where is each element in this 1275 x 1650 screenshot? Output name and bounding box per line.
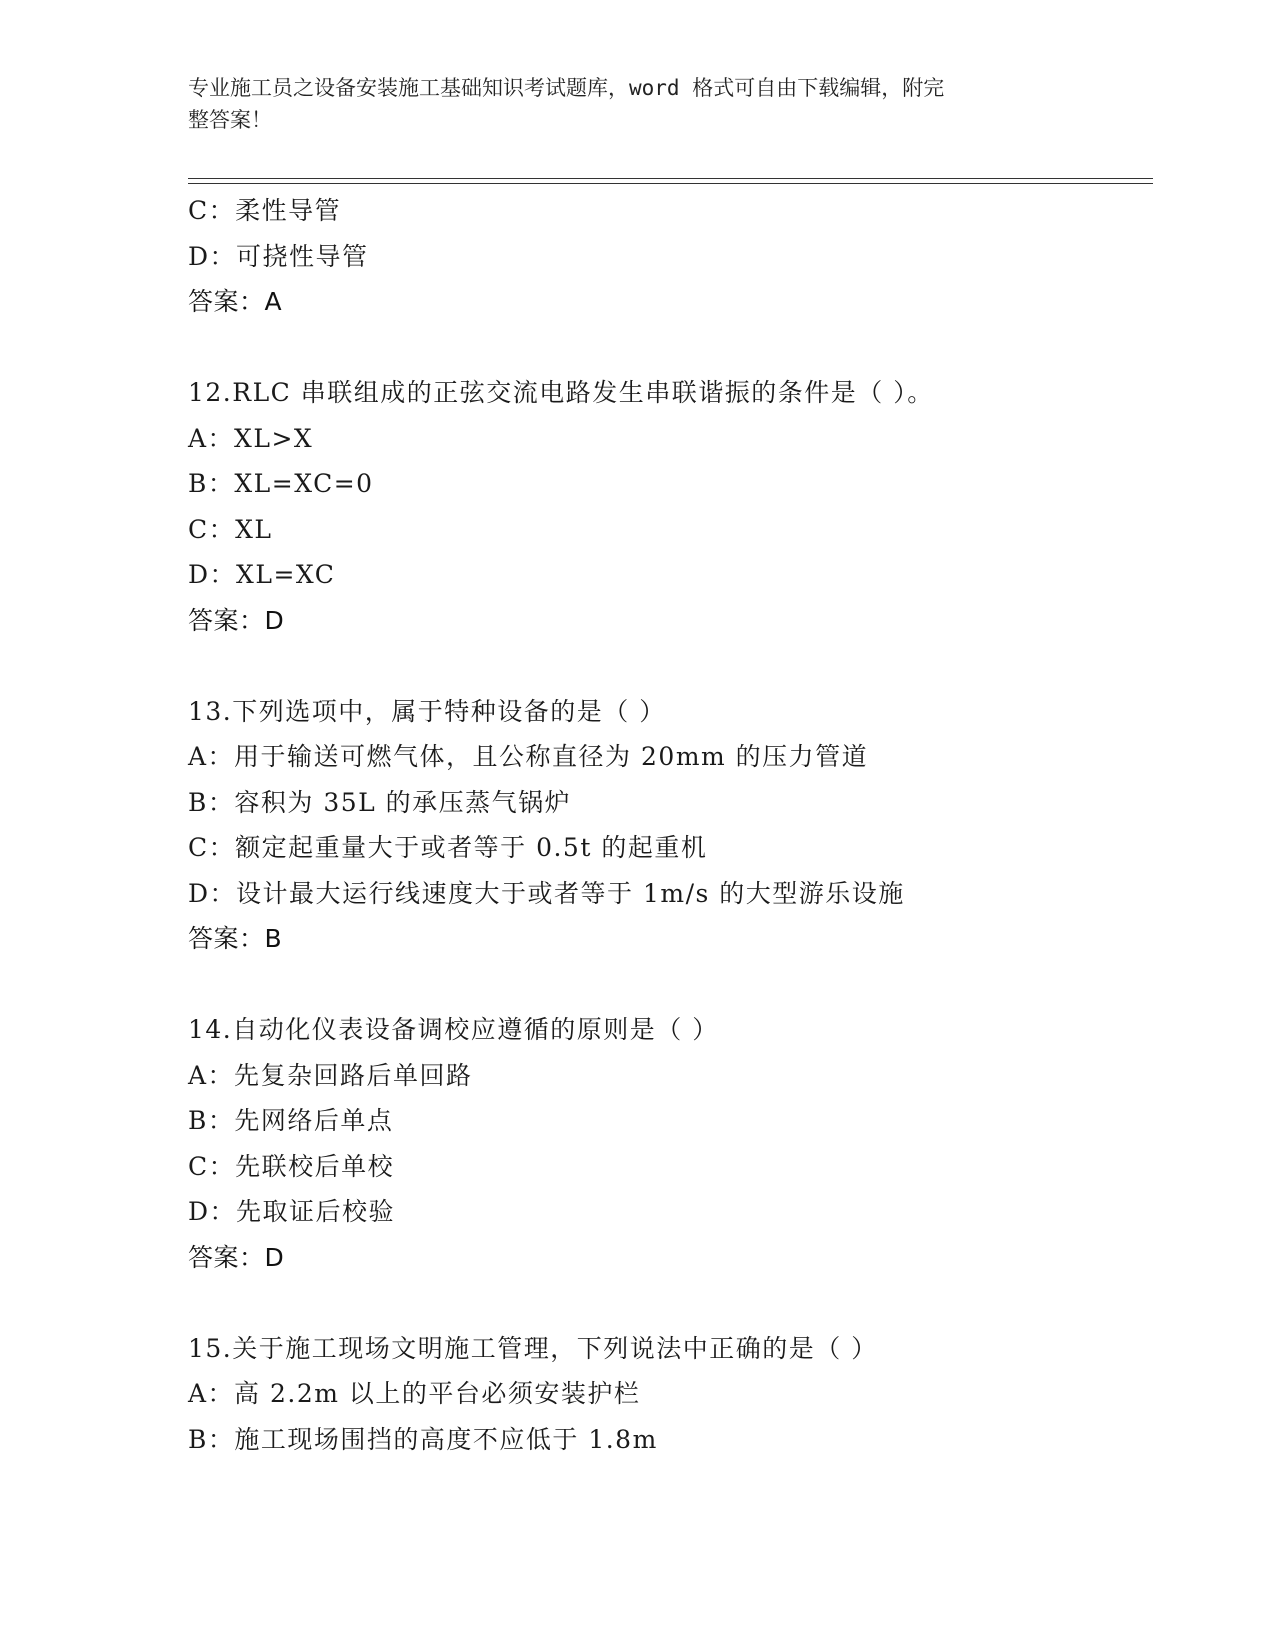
question-15: 15.关于施工现场文明施工管理，下列说法中正确的是（ ） bbox=[188, 1333, 878, 1363]
question-14: 14.自动化仪表设备调校应遵循的原则是（ ） bbox=[188, 1015, 719, 1044]
option-b: B：XL=XC=0 bbox=[188, 469, 374, 498]
document-header bbox=[188, 72, 1068, 136]
option-d: D：可挠性导管 bbox=[188, 241, 369, 271]
option-a: A：先复杂回路后单回路 bbox=[188, 1060, 473, 1090]
header-line-1: 专业施工员之设备安装施工基础知识考试题库，word 格式可自由下载编辑，附完 bbox=[188, 76, 945, 100]
spacer bbox=[188, 1280, 1148, 1326]
option-c: C：柔性导管 bbox=[188, 196, 342, 225]
question-list bbox=[188, 188, 1148, 1462]
header-rule-top bbox=[188, 178, 1153, 179]
option-a: A：用于输送可燃气体，且公称直径为 20mm 的压力管道 bbox=[188, 742, 869, 771]
question-13: 13.下列选项中，属于特种设备的是（ ） bbox=[188, 696, 666, 726]
option-a: A：XL>X bbox=[188, 423, 314, 453]
option-b: B：先网络后单点 bbox=[188, 1106, 394, 1135]
question-12: 12.RLC 串联组成的正弦交流电路发生串联谐振的条件是（ ）。 bbox=[188, 378, 934, 407]
option-c: C：XL bbox=[188, 514, 273, 544]
spacer bbox=[188, 643, 1148, 689]
option-d: D：XL=XC bbox=[188, 560, 336, 589]
option-d: D：先取证后校验 bbox=[188, 1197, 396, 1226]
option-a: A：高 2.2m 以上的平台必须安装护栏 bbox=[188, 1379, 641, 1408]
answer: 答案：D bbox=[188, 1242, 285, 1272]
header-line-2: 整答案！ bbox=[188, 108, 272, 132]
option-b: B：容积为 35L 的承压蒸气锅炉 bbox=[188, 787, 572, 817]
answer: 答案：B bbox=[188, 924, 283, 953]
spacer bbox=[188, 962, 1148, 1008]
header-rule-bottom bbox=[188, 183, 1153, 184]
answer: 答案：D bbox=[188, 605, 285, 635]
answer: 答案：A bbox=[188, 287, 283, 316]
option-c: C：先联校后单校 bbox=[188, 1151, 395, 1181]
option-b: B：施工现场围挡的高度不应低于 1.8m bbox=[188, 1424, 658, 1454]
option-c: C：额定起重量大于或者等于 0.5t 的起重机 bbox=[188, 833, 708, 862]
spacer bbox=[188, 325, 1148, 371]
option-d: D：设计最大运行线速度大于或者等于 1m/s 的大型游乐设施 bbox=[188, 878, 905, 908]
